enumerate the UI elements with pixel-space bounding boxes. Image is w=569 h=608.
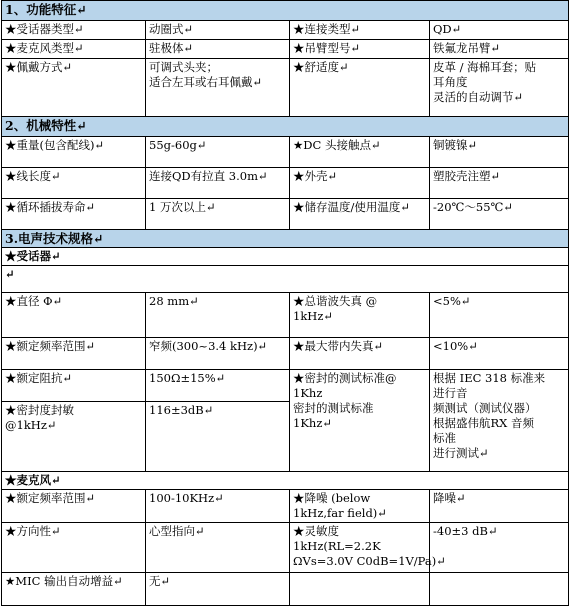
cell: ★佩戴方式↵ — [2, 59, 146, 117]
table-row — [2, 293, 569, 338]
table-row — [2, 573, 569, 606]
cell — [430, 573, 569, 606]
cell: ★密封的测试标准@ 1Khz 密封的测试标准 1Khz↵ — [290, 370, 430, 472]
cell: ★重量(包含配线)↵ — [2, 137, 146, 168]
cell: ★降噪 (below 1kHz,far field)↵ — [290, 490, 430, 523]
section-functional — [2, 1, 569, 21]
table-row — [2, 490, 569, 523]
cell: ★外壳↵ — [290, 168, 430, 199]
section-functional-title: 1、功能特征↵ — [2, 1, 569, 21]
cell: ★舒适度↵ — [290, 59, 430, 117]
cell: 铜镀镍↵ — [430, 137, 569, 168]
cell: ★额定频率范围↵ — [2, 338, 146, 370]
cell: ★循环插拔寿命↵ — [2, 199, 146, 230]
cell: 28 mm↵ — [146, 293, 290, 338]
cell: ★灵敏度 1kHz(RL=2.2K ΩVs=3.0V C0dB=1V/Pa)↵ — [290, 523, 430, 573]
cell: ★方向性↵ — [2, 523, 146, 573]
cell: ★连接类型↵ — [290, 21, 430, 40]
cell: -20℃～55℃↵ — [430, 199, 569, 230]
cell: ★麦克风类型↵ — [2, 40, 146, 59]
table-row — [2, 59, 569, 117]
cell: <10%↵ — [430, 338, 569, 370]
cell: ★受话器类型↵ — [2, 21, 146, 40]
cell: 动圈式↵ — [146, 21, 290, 40]
cell: ★储存温度/使用温度↵ — [290, 199, 430, 230]
section-acoustic — [2, 230, 569, 248]
table-row — [2, 370, 569, 402]
cell: <5%↵ — [430, 293, 569, 338]
cell: ★额定频率范围↵ — [2, 490, 146, 523]
section-mechanical — [2, 117, 569, 137]
cell: 窄频(300~3.4 kHz)↵ — [146, 338, 290, 370]
table-row — [2, 338, 569, 370]
cell: -40±3 dB↵ — [430, 523, 569, 573]
cell: ★线长度↵ — [2, 168, 146, 199]
cell: ★密封度封敏 @1kHz↵ — [2, 402, 146, 472]
cell: 1 万次以上↵ — [146, 199, 290, 230]
cell: QD↵ — [430, 21, 569, 40]
section-acoustic-title: 3.电声技术规格↵ — [2, 230, 569, 248]
table-row — [2, 523, 569, 573]
subsection-microphone — [2, 472, 569, 490]
cell: 无↵ — [146, 573, 290, 606]
cell: 150Ω±15%↵ — [146, 370, 290, 402]
table-row — [2, 40, 569, 59]
table-row — [2, 199, 569, 230]
cell: ★直径 Φ↵ — [2, 293, 146, 338]
cell: 连接QD有拉直 3.0m↵ — [146, 168, 290, 199]
cell: ↵ — [2, 266, 569, 293]
cell: ★额定阻抗↵ — [2, 370, 146, 402]
subsection-receiver — [2, 248, 569, 266]
cell: 铁氟龙吊臂↵ — [430, 40, 569, 59]
table-row — [2, 168, 569, 199]
cell: 100-10KHz↵ — [146, 490, 290, 523]
cell — [290, 573, 430, 606]
cell: 降噪↵ — [430, 490, 569, 523]
cell: 心型指向↵ — [146, 523, 290, 573]
cell: 塑胶壳注塑↵ — [430, 168, 569, 199]
cell: ★总谐波失真 @ 1kHz↵ — [290, 293, 430, 338]
table-row — [2, 266, 569, 293]
section-mechanical-title: 2、机械特性↵ — [2, 117, 569, 137]
subsection-microphone-title: ★麦克风↵ — [2, 472, 569, 490]
table-row — [2, 21, 569, 40]
cell: ★MIC 输出自动增益↵ — [2, 573, 146, 606]
cell: ★最大带内失真↵ — [290, 338, 430, 370]
cell: 根据 IEC 318 标准来 进行音 频测试（测试仪器） 根据盛伟航RX 音频 标准 进行测试↵ — [430, 370, 569, 472]
subsection-receiver-title: ★受话器↵ — [2, 248, 569, 266]
cell: 可调式头夹； 适合左耳或右耳佩戴↵ — [146, 59, 290, 117]
cell: 驻极体↵ — [146, 40, 290, 59]
cell: ★DC 头接触点↵ — [290, 137, 430, 168]
cell: 皮革 / 海棉耳套；贴 耳角度 灵活的自动调节↵ — [430, 59, 569, 117]
spec-table — [1, 0, 569, 606]
table-row — [2, 137, 569, 168]
cell: 116±3dB↵ — [146, 402, 290, 472]
cell: ★吊臂型号↵ — [290, 40, 430, 59]
cell: 55g-60g↵ — [146, 137, 290, 168]
